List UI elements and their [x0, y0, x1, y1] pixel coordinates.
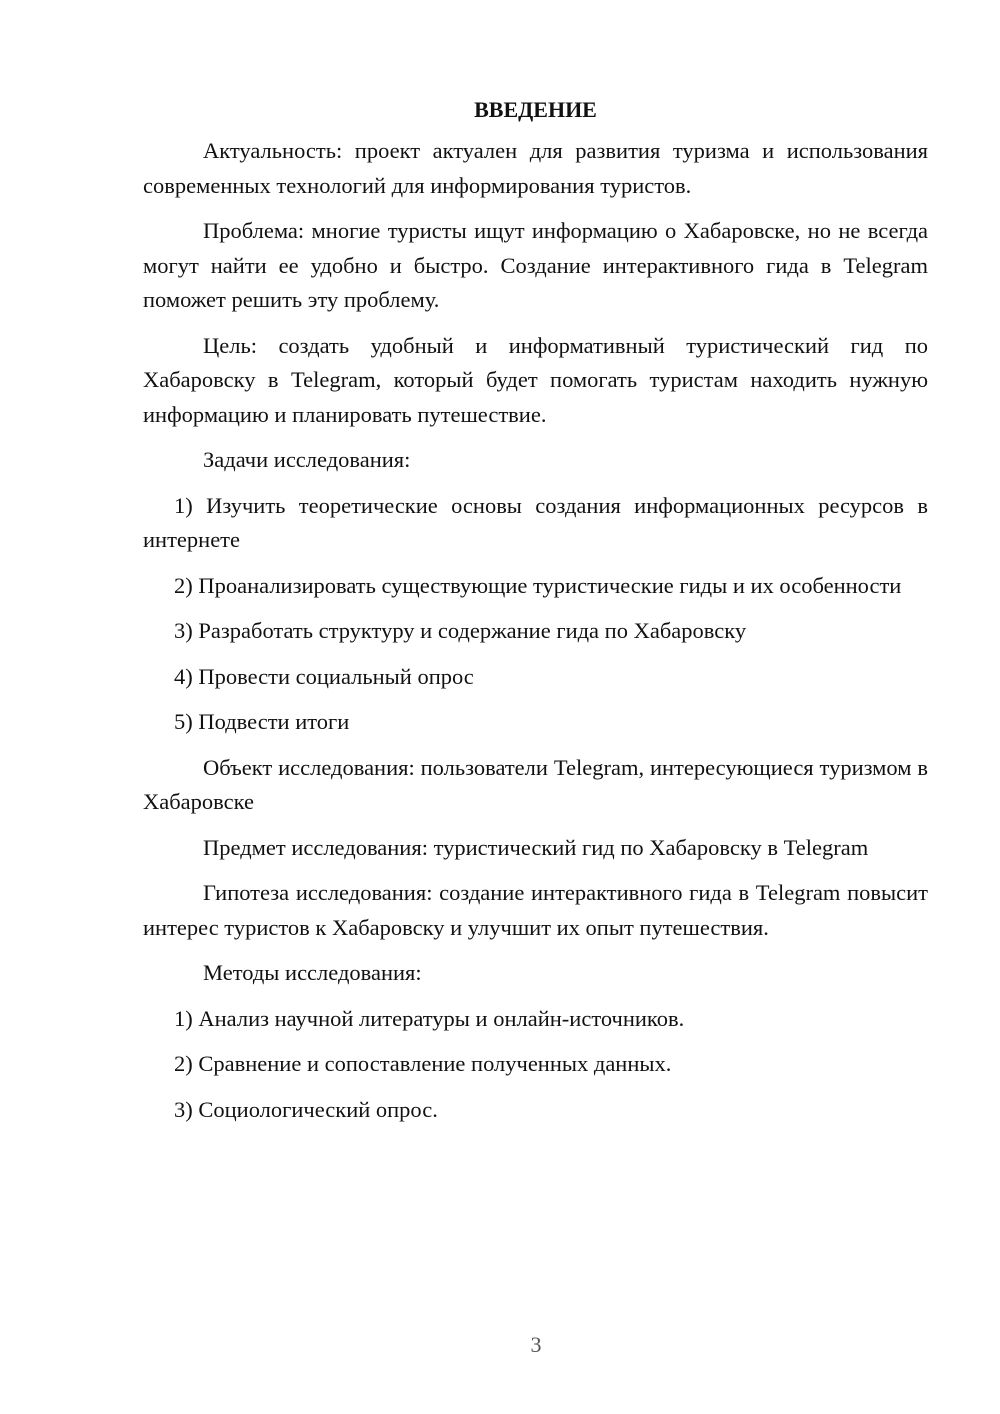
method-item-3: 3) Социологический опрос. — [174, 1096, 438, 1122]
method-item-1: 1) Анализ научной литературы и онлайн-источников. — [174, 1005, 685, 1031]
task-item-3: 3) Разработать структуру и содержание гида по Хабаровску — [174, 618, 747, 643]
subject-paragraph: Предмет исследования: туристический гид по Хабаровску в Telegram — [203, 834, 869, 860]
document-page — [143, 92, 928, 1138]
relevance-paragraph: Актуальность: проект актуален для развития туризма и использования современных технологий для информирования туристов. — [143, 138, 928, 198]
task-item-5: 5) Подвести итоги — [174, 709, 350, 734]
task-item-1: 1) Изучить теоретические основы создания информационных ресурсов в интернете — [143, 492, 928, 552]
tasks-title: Задачи исследования: — [203, 447, 411, 472]
problem-paragraph: Проблема: многие туристы ищут информацию о Хабаровске, но не всегда могут найти ее удобно и быстро. Создание интерактивного гида в Telegram поможет решить эту проблему. — [143, 218, 928, 312]
task-item-2: 2) Проанализировать существующие туристические гиды и их особенности — [174, 572, 902, 598]
task-item-4: 4) Провести социальный опрос — [174, 663, 474, 689]
methods-title: Методы исследования: — [203, 960, 422, 985]
hypothesis-paragraph: Гипотеза исследования: создание интерактивного гида в Telegram повысит интерес туристов к Хабаровску и улучшит их опыт путешествия. — [143, 880, 928, 940]
method-item-2: 2) Сравнение и сопоставление полученных данных. — [174, 1051, 672, 1076]
page-number: 3 — [530, 1332, 542, 1357]
section-heading: ВВЕДЕНИЕ — [474, 97, 597, 122]
object-paragraph: Объект исследования: пользователи Telegram, интересующиеся туризмом в Хабаровске — [143, 754, 928, 814]
goal-paragraph: Цель: создать удобный и информативный туристический гид по Хабаровску в Telegram, который будет помогать туристам находить нужную информацию и планировать путешествие. — [143, 332, 928, 427]
